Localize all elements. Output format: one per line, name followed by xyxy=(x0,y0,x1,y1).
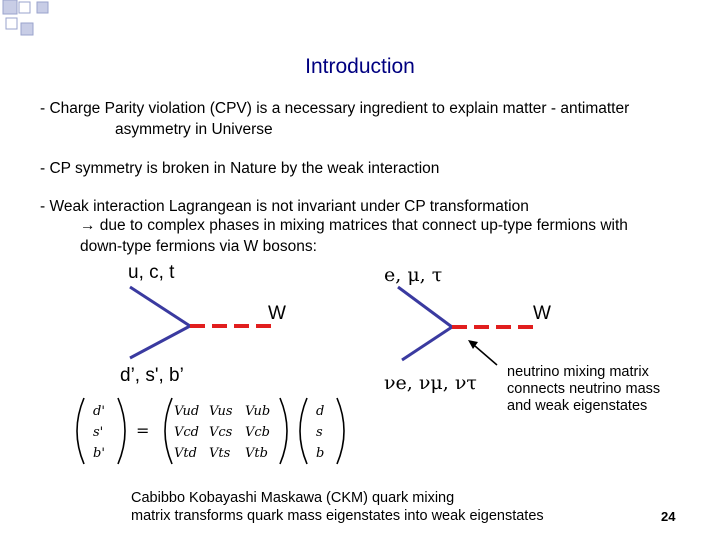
ckm-caption-line2: matrix transforms quark mass eigenstates into weak eigenstates xyxy=(131,508,544,524)
ckm-v-0-2: Vub xyxy=(245,404,271,419)
bullet-lagrangean-line2: → due to complex phases in mixing matrices that connect up-type fermions with xyxy=(80,217,628,234)
w-boson-label-lepton: W xyxy=(533,303,551,324)
charged-leptons-label: e, μ, τ xyxy=(384,264,443,286)
ckm-lhs-2: b' xyxy=(93,446,105,461)
bullet-cpv-line2: asymmetry in Universe xyxy=(115,121,273,138)
ckm-v-0-1: Vus xyxy=(209,404,233,419)
bullet-cp-broken: - CP symmetry is broken in Nature by the weak interaction xyxy=(40,160,440,177)
ckm-v-2-2: Vtb xyxy=(245,446,268,461)
ckm-lhs-1: s' xyxy=(93,425,104,440)
ckm-lhs-0: d' xyxy=(93,404,105,419)
slide-title: Introduction xyxy=(305,55,415,78)
up-quarks-label: u, c, t xyxy=(128,262,175,283)
svg-text:=: = xyxy=(136,421,150,440)
ckm-v-1-0: Vcd xyxy=(174,425,199,440)
ckm-caption-line1: Cabibbo Kobayashi Maskawa (CKM) quark mixing xyxy=(131,490,455,506)
ckm-v-2-1: Vts xyxy=(209,446,231,461)
ckm-v-1-1: Vcs xyxy=(209,425,233,440)
ckm-v-1-2: Vcb xyxy=(245,425,270,440)
ckm-rhs-2: b xyxy=(316,446,325,461)
bullet-lagrangean-line3: down-type fermions via W bosons: xyxy=(80,238,317,255)
neutrinos-label: νe, νμ, ντ xyxy=(384,372,477,394)
ckm-v-2-0: Vtd xyxy=(174,446,197,461)
down-quarks-label: d’, s', b’ xyxy=(120,365,184,386)
neutrino-note-line2: connects neutrino mass xyxy=(507,381,661,397)
ckm-rhs-0: d xyxy=(316,404,325,419)
neutrino-note-line3: and weak eigenstates xyxy=(507,398,648,414)
ckm-caption xyxy=(131,489,544,525)
ckm-rhs-1: s xyxy=(316,425,323,440)
page-number: 24 xyxy=(661,509,676,524)
w-boson-label-quark: W xyxy=(268,303,286,324)
neutrino-note-line1: neutrino mixing matrix xyxy=(507,364,649,380)
ckm-v-0-0: Vud xyxy=(174,404,200,419)
bullet-cpv-line1: - Charge Parity violation (CPV) is a necessary ingredient to explain matter - antimatter xyxy=(40,100,630,117)
bullet-lagrangean-line1: - Weak interaction Lagrangean is not invariant under CP transformation xyxy=(40,198,529,215)
